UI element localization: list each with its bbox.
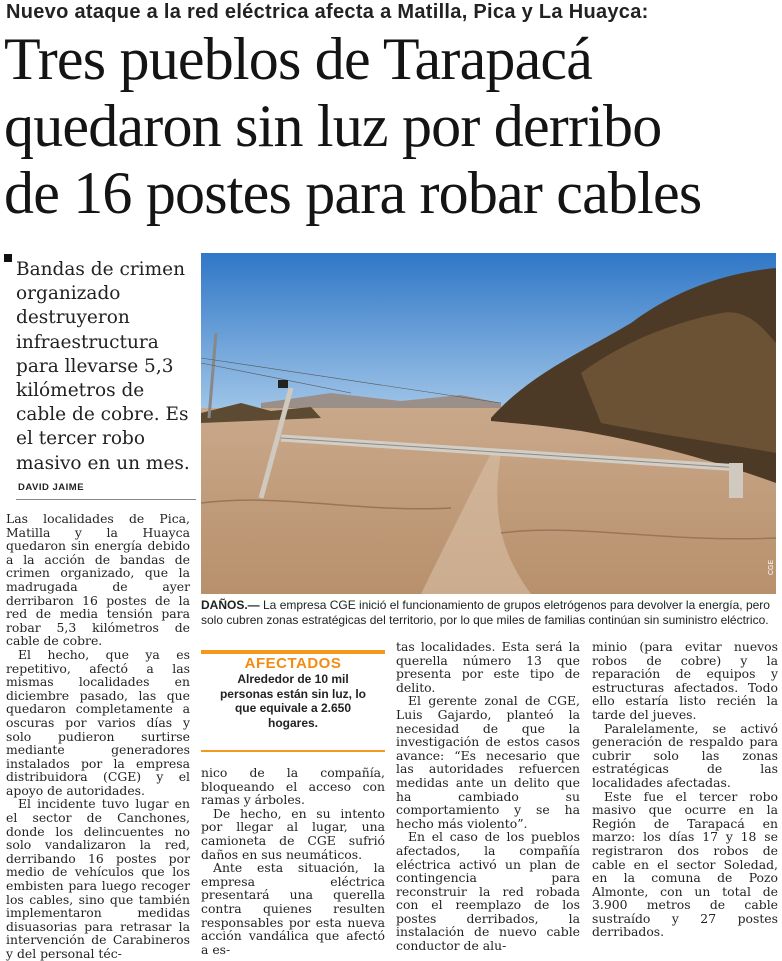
news-photo [201,253,776,594]
photo-caption [201,598,779,627]
headline-line-3: de 16 postes para robar cables [4,160,702,226]
caption-lead: DAÑOS.— [201,598,260,612]
paragraph: tas localidades. Esta será la querella número 13 que presenta por este tipo de delito. [396,639,580,695]
caption-text: La empresa CGE inició el funcionamiento de grupos eletrógenos para devolver la energía, pero solo cubren zonas estratégicas del territorio, por lo que miles de familias continúan sin suministro eléctrico. [201,598,770,627]
dek: Bandas de crimen organizado destruyeron infraestructura para llevarse 5,3 kilómetros de cable de cobre. Es el tercer robo masivo en un mes. [16,259,190,474]
headline-line-2: quedaron sin luz por derribo [4,93,662,159]
factbox-afectados [201,650,385,752]
paragraph: minio (para evitar nuevos robos de cobre) y la reparación de equipos y estructuras afectados. Todo ello estaría listo recién la tarde del jueves. [592,639,778,722]
paragraph: De hecho, en su intento por llegar al lugar, una camioneta de CGE sufrió daños en sus neumáticos. [201,805,385,862]
paragraph: El hecho, que ya es repetitivo, afectó a las mismas localidades en diciembre pasado, las que quedaron completamente a oscuras por varios días y solo pudieron surtirse mediante generadores instalados por la empresa distribuidora (CGE) y el apoyo de autoridades. [6,646,190,798]
photo-illustration [201,253,776,594]
paragraph: Paralelamente, se activó generación de respaldo para cubrir solo las zonas estratégicas de las localidades afectadas. [592,720,778,790]
kicker: Nuevo ataque a la red eléctrica afecta a Matilla, Pica y La Huayca: [6,1,649,23]
photo-credit: CGE [768,559,775,575]
factbox-bottom-rule [201,750,385,752]
paragraph: El gerente zonal de CGE, Luis Gajardo, planteó la necesidad de que la investigación de estos casos avance: “Es necesario que las autoridades refuercen medidas ante un delito que ha cambiado su comportamiento y se ha hecho más violento”. [396,693,580,831]
factbox-title: AFECTADOS [244,655,342,672]
paragraph: En el caso de los pueblos afectados, la compañía eléctrica activó un plan de contingencia para reconstruir la red robada con el reemplazo de los postes derribados, la instalación de nuevo cable conductor de alu- [396,829,580,954]
headline-line-1: Tres pueblos de Tarapacá [4,26,593,92]
byline: DAVID JAIME [18,482,85,493]
byline-rule [16,499,196,500]
dek-bullet [4,254,12,262]
headline [4,26,780,227]
article-column-4 [592,640,778,939]
article-column-3 [396,640,580,953]
factbox-top-rule [201,650,385,654]
paragraph: Este fue el tercer robo masivo que ocurre en la Región de Tarapacá en marzo: los días 17 y 18 se registraron dos robos de cable en el sector Soledad, en la comuna de Pozo Almonte, con un total de 3.900 metros de cable sustraído y 27 postes derribados. [592,788,778,940]
paragraph: nico de la compañía, bloqueando el acceso con ramas y árboles. [201,765,385,808]
article-column-1 [6,512,190,961]
paragraph: El incidente tuvo lugar en el sector de Canchones, donde los delincuentes no solo vandalizaron la red, derribando 16 postes por medio de vehículos que los embisten para luego recoger los cables, sino que también implementaron medidas disuasorias para retrasar la intervención de Carabineros y del personal téc- [6,796,190,961]
factbox-text: Alrededor de 10 mil personas están sin luz, lo que equivale a 2.650 hogares. [219,672,367,730]
paragraph: Las localidades de Pica, Matilla y la Huayca quedaron sin energía debido a la acción de bandas de crimen organizado, que la madrugada de ayer derribaron 16 postes de la red de media tensión para robar 5,3 kilómetros de cable de cobre. [6,511,190,649]
paragraph: Ante esta situación, la empresa eléctrica presentará una querella contra quienes resulten responsables por esta nueva acción vandálica que afectó a es- [201,860,385,957]
article-column-2 [201,766,385,956]
